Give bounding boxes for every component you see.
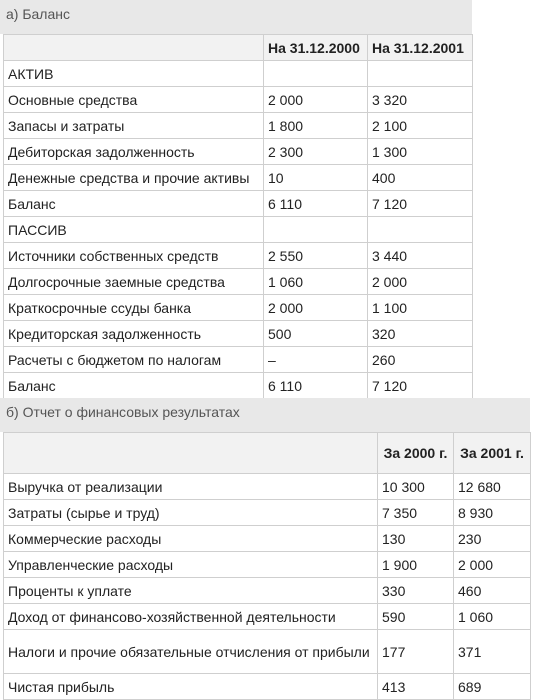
header-cell — [4, 433, 378, 474]
row-label: Затраты (сырье и труд) — [4, 500, 378, 526]
value-cell — [264, 217, 368, 243]
value-cell: 1 800 — [264, 113, 368, 139]
table-row — [4, 321, 473, 347]
header-cell — [4, 35, 264, 61]
value-cell: 3 440 — [368, 243, 473, 269]
value-cell — [368, 61, 473, 87]
value-cell — [368, 217, 473, 243]
table-row — [4, 165, 473, 191]
table-row — [4, 61, 473, 87]
value-cell: 2 550 — [264, 243, 368, 269]
value-cell: 7 120 — [368, 191, 473, 217]
header-cell: За 2000 г. — [378, 433, 454, 474]
value-cell: 590 — [378, 604, 454, 630]
value-cell: – — [264, 347, 368, 373]
row-label: Запасы и затраты — [4, 113, 264, 139]
row-label: Баланс — [4, 191, 264, 217]
value-cell: 2 000 — [454, 552, 531, 578]
row-label: Кредиторская задолженность — [4, 321, 264, 347]
table-row — [4, 604, 531, 630]
value-cell: 500 — [264, 321, 368, 347]
value-cell: 230 — [454, 526, 531, 552]
value-cell: 1 900 — [378, 552, 454, 578]
value-cell: 10 — [264, 165, 368, 191]
table-header-row — [4, 433, 531, 474]
table-row — [4, 552, 531, 578]
table-row — [4, 295, 473, 321]
value-cell: 2 000 — [264, 295, 368, 321]
results-caption: б) Отчет о финансовых результатах — [0, 398, 530, 432]
value-cell: 413 — [378, 674, 454, 700]
table-row — [4, 373, 473, 399]
table-row — [4, 347, 473, 373]
value-cell: 3 320 — [368, 87, 473, 113]
row-label: Выручка от реализации — [4, 474, 378, 500]
value-cell: 1 060 — [264, 269, 368, 295]
value-cell: 6 110 — [264, 191, 368, 217]
table-row — [4, 139, 473, 165]
row-label: Расчеты с бюджетом по налогам — [4, 347, 264, 373]
balance-caption: а) Баланс — [0, 0, 472, 34]
row-label: Источники собственных средств — [4, 243, 264, 269]
table-row — [4, 269, 473, 295]
balance-table — [3, 34, 473, 399]
row-label: Налоги и прочие обязательные отчисления от прибыли — [4, 630, 378, 674]
table-row — [4, 243, 473, 269]
value-cell: 7 350 — [378, 500, 454, 526]
value-cell: 320 — [368, 321, 473, 347]
table-header-row — [4, 35, 473, 61]
row-label: Долгосрочные заемные средства — [4, 269, 264, 295]
value-cell — [264, 61, 368, 87]
table-row — [4, 113, 473, 139]
value-cell: 1 100 — [368, 295, 473, 321]
value-cell: 2 000 — [264, 87, 368, 113]
table-row — [4, 674, 531, 700]
header-cell: За 2001 г. — [454, 433, 531, 474]
value-cell: 8 930 — [454, 500, 531, 526]
header-cell: На 31.12.2000 — [264, 35, 368, 61]
value-cell: 130 — [378, 526, 454, 552]
value-cell: 1 300 — [368, 139, 473, 165]
row-label: Управленческие расходы — [4, 552, 378, 578]
row-label: Основные средства — [4, 87, 264, 113]
value-cell: 400 — [368, 165, 473, 191]
value-cell: 10 300 — [378, 474, 454, 500]
value-cell: 2 300 — [264, 139, 368, 165]
value-cell: 6 110 — [264, 373, 368, 399]
value-cell: 460 — [454, 578, 531, 604]
table-row — [4, 87, 473, 113]
table-row — [4, 630, 531, 674]
value-cell: 260 — [368, 347, 473, 373]
value-cell: 7 120 — [368, 373, 473, 399]
value-cell: 2 000 — [368, 269, 473, 295]
row-label: Краткосрочные ссуды банка — [4, 295, 264, 321]
value-cell: 371 — [454, 630, 531, 674]
row-label: Коммерческие расходы — [4, 526, 378, 552]
table-row — [4, 526, 531, 552]
value-cell: 689 — [454, 674, 531, 700]
row-label: АКТИВ — [4, 61, 264, 87]
table-row — [4, 217, 473, 243]
value-cell: 12 680 — [454, 474, 531, 500]
header-cell: На 31.12.2001 — [368, 35, 473, 61]
row-label: Баланс — [4, 373, 264, 399]
row-label: Доход от финансово-хозяйственной деятельности — [4, 604, 378, 630]
row-label: Проценты к уплате — [4, 578, 378, 604]
value-cell: 1 060 — [454, 604, 531, 630]
table-row — [4, 474, 531, 500]
value-cell: 2 100 — [368, 113, 473, 139]
row-label: ПАССИВ — [4, 217, 264, 243]
value-cell: 177 — [378, 630, 454, 674]
table-row — [4, 500, 531, 526]
row-label: Денежные средства и прочие активы — [4, 165, 264, 191]
row-label: Дебиторская задолженность — [4, 139, 264, 165]
table-row — [4, 191, 473, 217]
value-cell: 330 — [378, 578, 454, 604]
row-label: Чистая прибыль — [4, 674, 378, 700]
table-row — [4, 578, 531, 604]
financial-results-table — [3, 432, 531, 700]
